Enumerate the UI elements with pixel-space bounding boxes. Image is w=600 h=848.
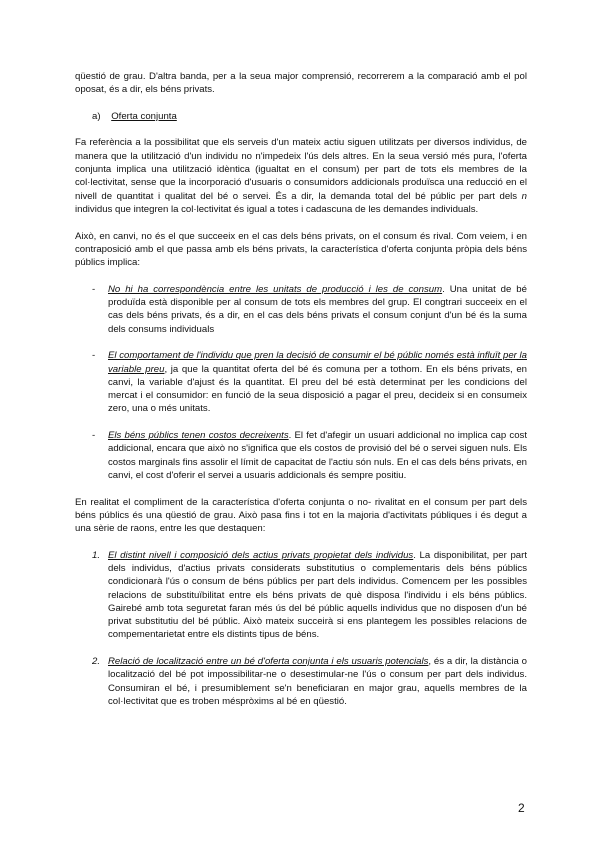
bullet-mark: - [92, 430, 96, 442]
numbered-lead: El distint nivell i composició dels actius privats propietat dels individus [108, 549, 414, 561]
para1-text-a: Fa referència a la possibilitat que els serveis d'un mateix actiu siguen utilitzats per diversos individus, de manera que la utilització d'un individu no n'impedeix l'ús dels altres. En la seua versió més pura, l'oferta conjunta implica una utilització idèntica (igualtat en el consum) per part de tots els membres de la col·lectivitat, sense que la incorporació d'usuaris o consumidors addicionals produïsca una reducció en el nivell de quantitat i qualitat del bé o servei. És a dir, la demanda total del bé públic per part dels [75, 137, 527, 202]
bullet-lead: El comportament de l'individu que pren la decisió de consumir el bé públic només està influït per la variable preu [108, 350, 527, 375]
bullet-item [75, 283, 527, 336]
page-number: 2 [518, 801, 525, 815]
document-body [75, 70, 527, 708]
numbered-mark: 1. [92, 549, 101, 561]
numbered-item [75, 655, 527, 708]
section-heading-a [75, 110, 527, 123]
bullet-item [75, 429, 527, 482]
numbered-item [75, 549, 527, 642]
bullet-item [75, 349, 527, 415]
bullet-text: . El fet d'afegir un usuari addicional no implica cap cost addicional, encara que això no s'ignifica que els costos de provisió del bé o servei siguen nuls. Els costos marginals fins assolir el límit de capacitat de l'actiu són nuls. En el cas dels béns privats, en canvi, el cost d'oferir el servei a usuaris addicionals és sempre positiu. [108, 430, 527, 481]
section-marker: a) [92, 110, 101, 122]
bullet-mark: - [92, 350, 96, 362]
bullet-text: . Una unitat de bé produïda està disponible per al consum de tots els membres del grup. El congtrari succeeix en el cas dels béns privats, és a dir, en el cas dels béns privats el consum conjunt d'un bé és la suma dels consums individuals [108, 283, 527, 335]
numbered-mark: 2. [92, 656, 101, 668]
paragraph-rival-consum: Això, en canvi, no és el que succeeix en el cas dels béns privats, on el consum és rival. Com veiem, i en contraposició amb el que passa amb els béns privats, la característica d'oferta conjunta pròpia dels béns públics implica: [75, 230, 527, 269]
numbered-text: , és a dir, la distància o localització del bé pot impossibilitar-ne o desestimular-ne l'ús o consum per part dels individus. Consumiran el bé, i presumiblement se'n beneficiaran en major grau, aquells membres de la col·lectivitat que es troben méspròxims al bé en qüestió. [108, 656, 527, 707]
para1-n: n [521, 190, 527, 202]
numbered-lead: Relació de localització entre un bé d'oferta conjunta i els usuaris potencials [108, 656, 429, 668]
bullet-mark: - [92, 283, 96, 295]
para1-text-b: individus que integren la col·lectivitat és igual a totes i cadascuna de les demandes individuals. [75, 203, 479, 215]
bullet-lead: Els béns públics tenen costos decreixents [108, 430, 289, 442]
paragraph-questio-grau: En realitat el compliment de la característica d'oferta conjunta o no- rivalitat en el consum per part dels béns públics és una qüestió de grau. Això pasa fins i tot en la majoria d'activitats públiques i és degut a una sèrie de raons, entre les que destaquen: [75, 496, 527, 535]
intro-paragraph: qüestió de grau. D'altra banda, per a la seua major comprensió, recorrerem a la comparació amb el pol oposat, és a dir, els béns privats. [75, 71, 527, 96]
bullet-text: , ja que la quantitat oferta del bé és comuna per a tothom. En els béns privats, en canvi, la variable d'ajust és la quantitat. El preu del bé està determinat per les condicions del mercat i el consumidor: en funció de la seua disposició a pagar el preu, decideix si en consumeix zero, una o més unitats. [108, 363, 527, 415]
section-title: Oferta conjunta [111, 110, 177, 122]
paragraph-oferta-conjunta [75, 136, 527, 216]
bullet-lead: No hi ha correspondència entre les unitats de producció i les de consum [108, 283, 443, 295]
numbered-text: . La disponibilitat, per part dels individus, d'actius privats considerats substitutius o complementaris dels béns públics condicionarà l'ús o consum de béns públics per part dels individus. Comencem per les possibles relacions de substituïbilitat entre els béns privats de què disposa l'individu i els béns públics. Gairebé amb tota seguretat faran més ús del bé públic aquells individus que no disposen d'un bé privat substitutiu del bé públic. Això mateix succeirà si ens plantegem les possibles relacions de compementarietat entre els distints tipus de béns. [108, 549, 527, 641]
